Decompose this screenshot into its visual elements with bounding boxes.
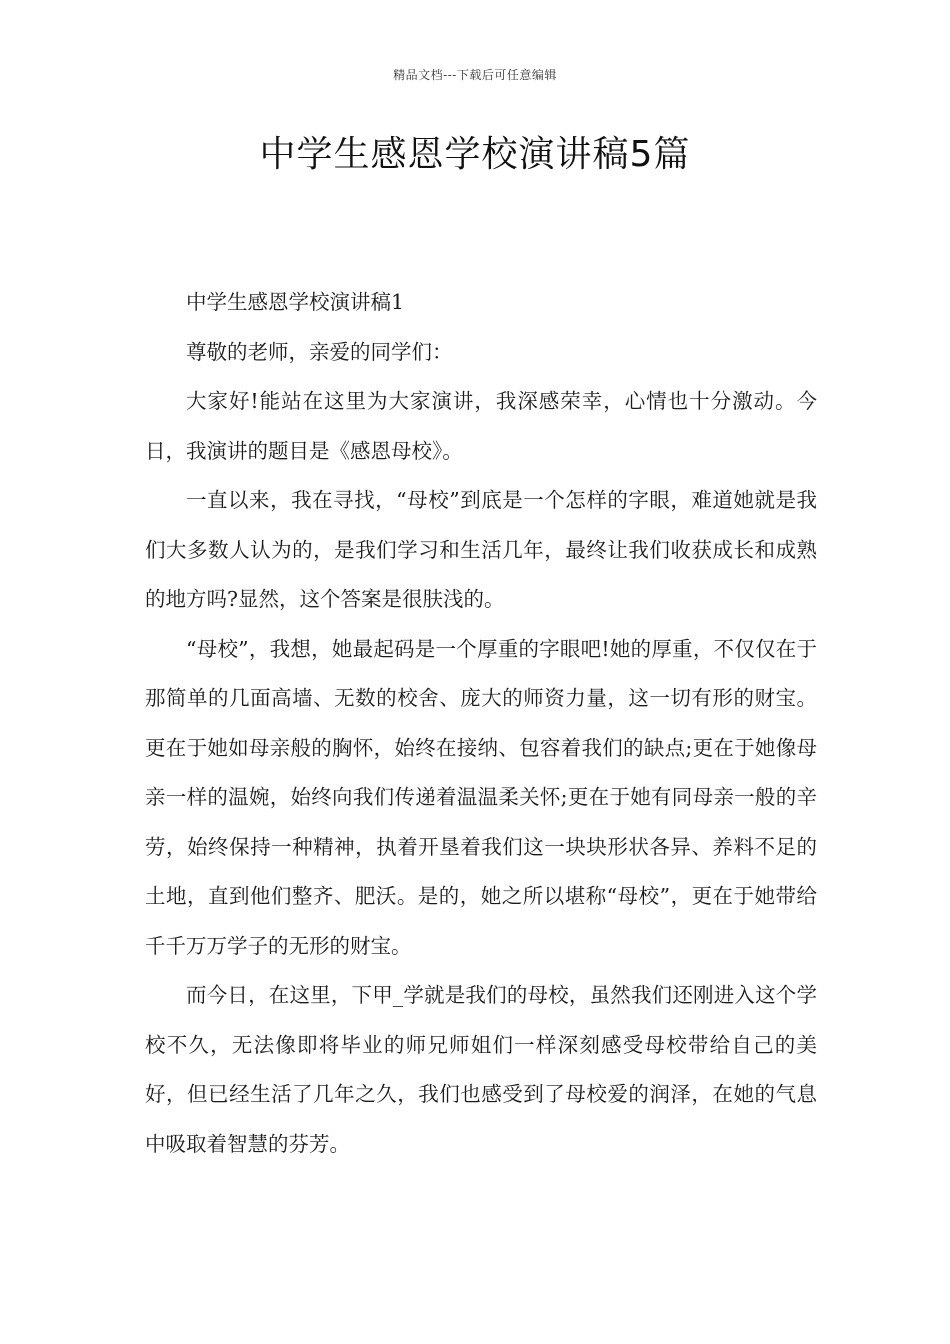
paragraph: 一直以来，我在寻找，“母校”到底是一个怎样的字眼，难道她就是我们大多数人认为的，是我们学习和生活几年，最终让我们收获成长和成熟的地方吗?显然，这个答案是很肤浅的。 <box>145 488 817 611</box>
header-note: 精品文档---下载后可任意编辑 <box>393 68 557 82</box>
document-title: 中学生感恩学校演讲稿5篇 <box>259 134 691 175</box>
paragraph: “母校”，我想，她最起码是一个厚重的字眼吧!她的厚重，不仅仅在于那简单的几面高墙、无数的校舍、庞大的师资力量，这一切有形的财宝。更在于她如母亲般的胸怀，始终在接纳、包容着我们的缺点;更在于她像母亲一样的温婉，始终向我们传递着温温柔关怀;更在于她有同母亲一般的辛劳，始终保持一种精神，执着开垦着我们这一块块形状各异、养料不足的土地，直到他们整齐、肥沃。是的，她之所以堪称“母校”，更在于她带给千千万万学子的无形的财宝。 <box>145 636 817 958</box>
salutation: 尊敬的老师，亲爱的同学们： <box>186 339 453 364</box>
paragraph: 而今日，在这里，下甲_学就是我们的母校，虽然我们还刚进入这个学校不久，无法像即将毕业的师兄师姐们一样深刻感受母校带给自己的美好，但已经生活了几年之久，我们也感受到了母校爱的润泽，在她的气息中吸取着智慧的芬芳。 <box>145 983 817 1156</box>
paragraph: 大家好!能站在这里为大家演讲，我深感荣幸，心情也十分激动。今日，我演讲的题目是《感恩母校》。 <box>145 389 817 463</box>
document-body <box>145 278 817 1169</box>
section-heading: 中学生感恩学校演讲稿1 <box>186 290 405 314</box>
